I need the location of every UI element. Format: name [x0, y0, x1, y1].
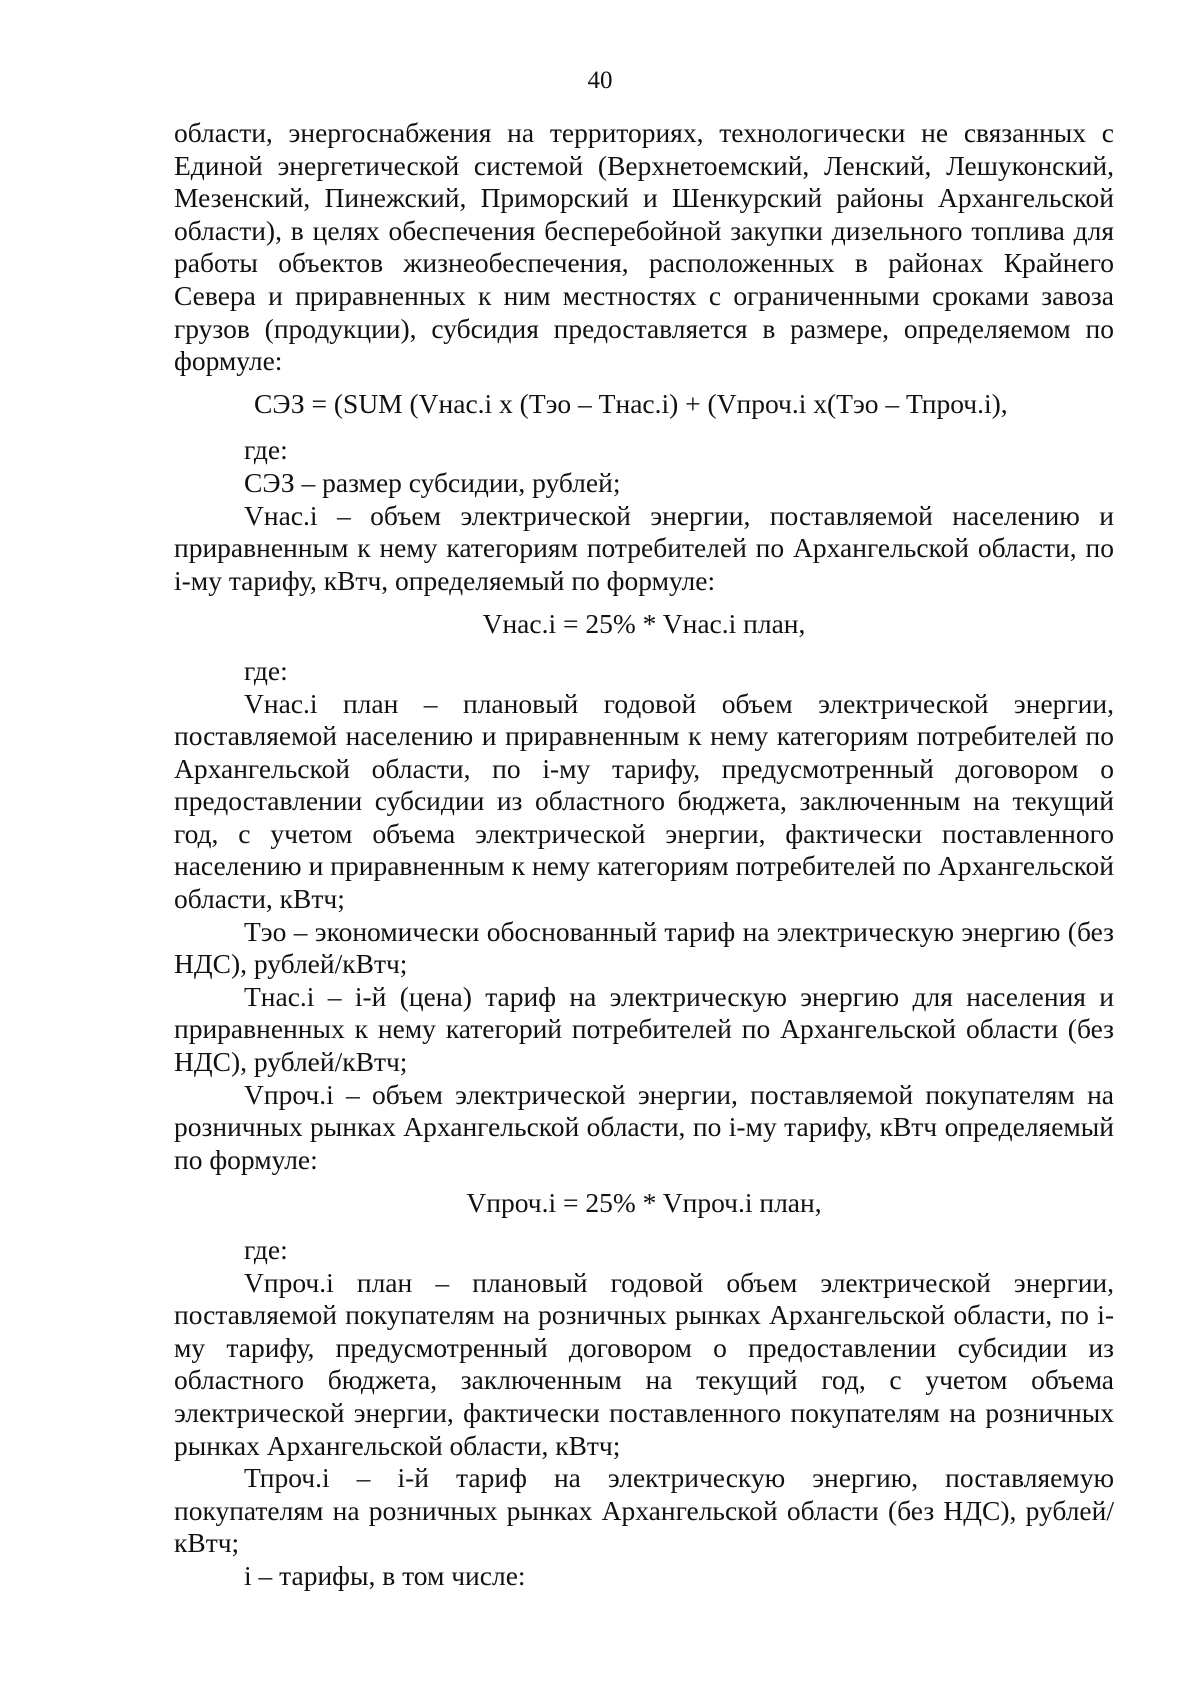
page-number: 40 — [587, 67, 613, 94]
definition-vnas: Vнас.i – объем электрической энергии, поставляемой населению и приравненным к нему категориям потребителей по Архангельской области, по i-му тарифу, кВтч, определяемый по формуле: — [174, 499, 1114, 596]
definition-vproch-plan: Vпроч.i план – плановый годовой объем электрической энергии, поставляемой покупателям на розничных рынках Архангельской области, по i-му тарифу, предусмотренный договором о предоставлении субсидии из областного бюджета, заключенным на текущий год, с учетом объема электрической энергии, фактически поставленного покупателям на розничных рынках Архангельской области, кВтч; — [174, 1266, 1114, 1461]
definition-vnas-plan: Vнас.i план – плановый годовой объем электрической энергии, поставляемой населению и приравненным к нему категориям потребителей по Архангельской области, по i-му тарифу, предусмотренный договором о предоставлении субсидии из областного бюджета, заключенным на текущий год, с учетом объема электрической энергии, фактически поставленного населению и приравненным к нему категориям потребителей по Архангельской области, кВтч; — [174, 687, 1114, 915]
definition-i: i – тарифы, в том числе: — [244, 1559, 526, 1591]
definition-vproch: Vпроч.i – объем электрической энергии, поставляемой покупателям на розничных рынках Архангельской области, по i-му тарифу, кВтч определяемый по формуле: — [174, 1078, 1114, 1175]
definition-tproch: Тпроч.i – i-й тариф на электрическую энергию, поставляемую покупателям на розничных рынках Архангельской области (без НДС), рублей/кВтч; — [174, 1462, 1114, 1559]
definition-teo: Тэо – экономически обоснованный тариф на электрическую энергию (без НДС), рублей/кВтч; — [174, 915, 1114, 980]
where-label: где: — [244, 1234, 288, 1265]
definition-tnas: Тнас.i – i-й (цена) тариф на электрическую энергию для населения и приравненных к нему категорий потребителей по Архангельской области (без НДС), рублей/кВтч; — [174, 980, 1114, 1078]
where-label: где: — [244, 654, 288, 686]
formula-subsidy: СЭЗ = (SUM (Vнас.i x (Тэо – Тнас.i) + (Vпроч.i x(Тэо – Тпроч.i), — [254, 387, 1008, 419]
paragraph-intro: области, энергоснабжения на территориях, технологически не связанных с Единой энергетической системой (Верхнетоемский, Ленский, Лешуконский, Мезенский, Пинежский, Приморский и Шенкурский районы Архангельской области), в целях обеспечения бесперебойной закупки дизельного топлива для работы объектов жизнеобеспечения, расположенных в районах Крайнего Севера и приравненных к ним местностях с ограниченными сроками завоза грузов (продукции), субсидия предоставляется в размере, определяемом по формуле: — [174, 117, 1114, 377]
where-label: где: — [244, 434, 288, 466]
document-body — [174, 117, 1114, 1593]
definition-sez: СЭЗ – размер субсидии, рублей; — [244, 466, 621, 498]
formula-vnas: Vнас.i = 25% * Vнас.i план, — [482, 608, 806, 640]
formula-vproch: Vпроч.i = 25% * Vпроч.i план, — [466, 1187, 822, 1219]
